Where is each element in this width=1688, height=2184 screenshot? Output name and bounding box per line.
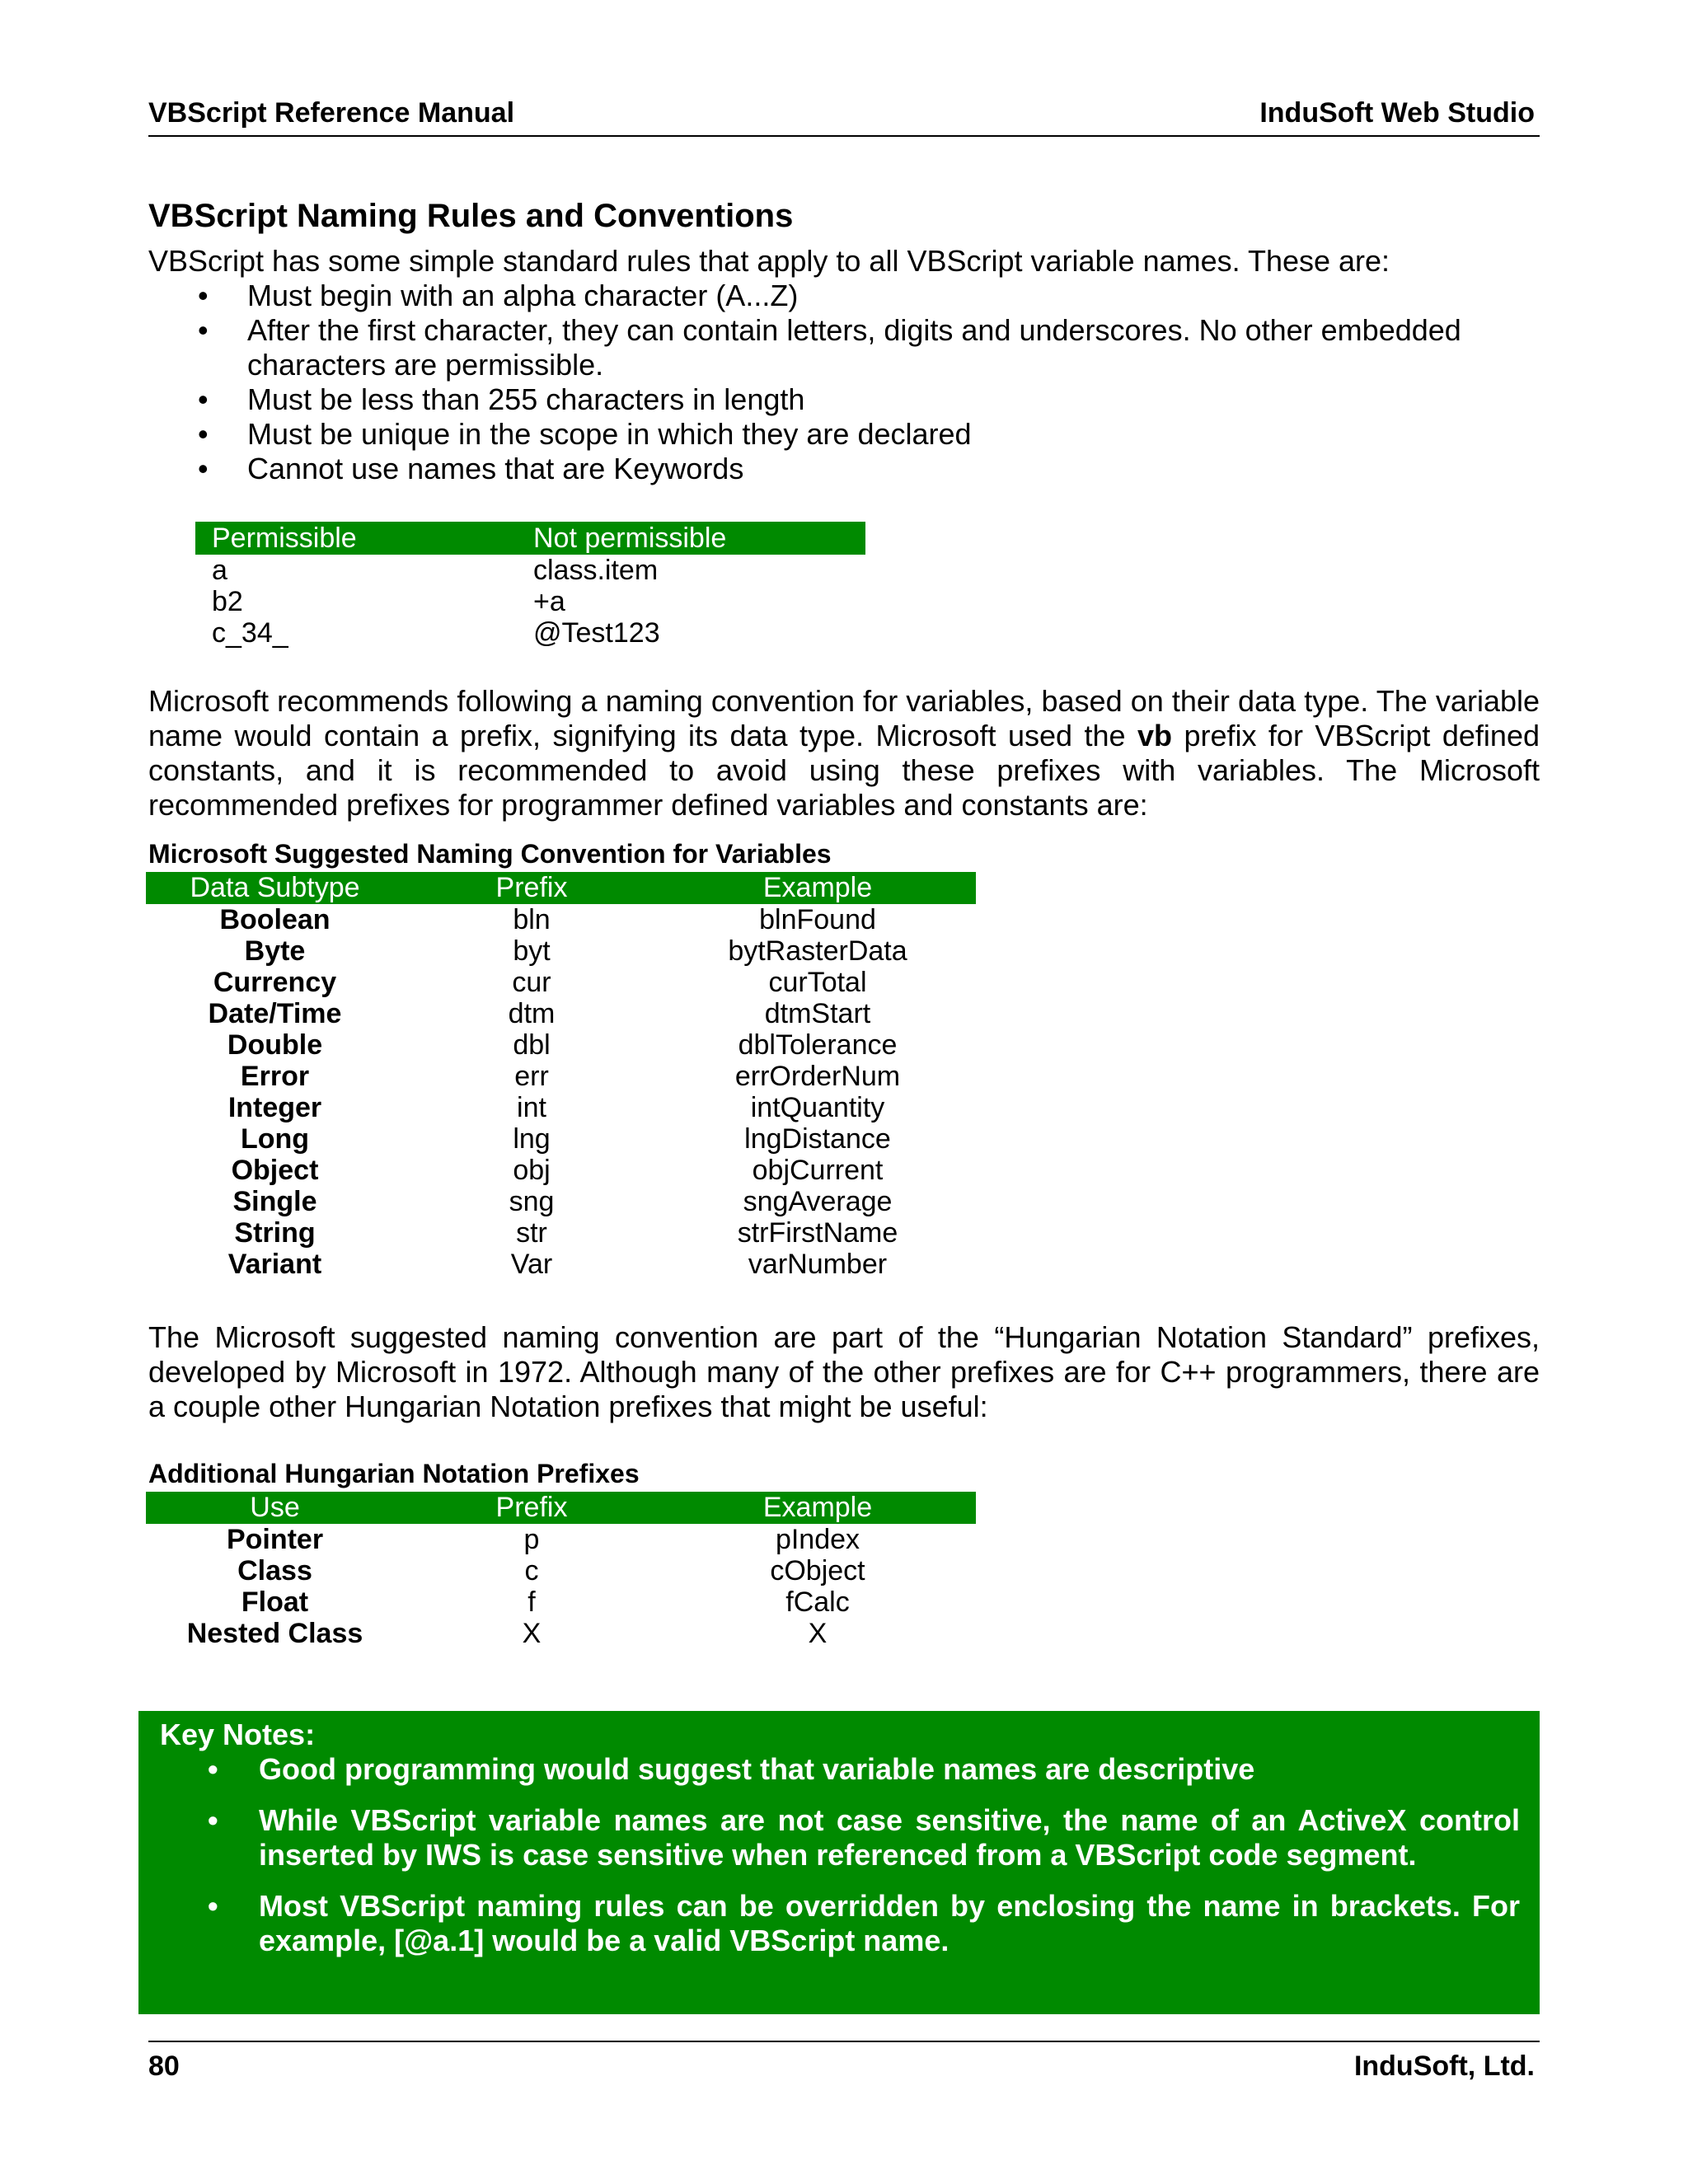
footer-company-name: InduSoft, Ltd. <box>1353 2050 1535 2082</box>
column-header: Not permissible <box>517 522 865 555</box>
table-row: Date/Time dtm dtmStart <box>208 998 871 1029</box>
table-row: Long lng lngDistance <box>240 1123 891 1155</box>
table-row: Boolean bln blnFound <box>219 904 876 935</box>
table-row: Double dbl dblTolerance <box>227 1029 898 1061</box>
table-row: String str strFirstName <box>234 1217 898 1249</box>
table-header-row <box>146 872 976 904</box>
list-item: • Must begin with an alpha character (A...Z) <box>198 279 799 312</box>
table-row: Nested Class X X <box>186 1618 828 1649</box>
naming-convention-paragraph: Microsoft recommends following a naming convention for variables, based on their data type. The variable name would contain a prefix, signifying its data type. Microsoft used the vb prefix for VBScript defined constants, and it is recommended to avoid using these prefixes with variables. The Microsoft recommended prefixes for programmer defined variables and constants are: <box>148 684 1540 822</box>
bullet-icon: • <box>198 382 209 416</box>
table-row: Single sng sngAverage <box>232 1186 893 1217</box>
table-header-row <box>195 522 865 555</box>
bullet-icon: • <box>208 1889 218 1923</box>
header-product-name: InduSoft Web Studio <box>1259 97 1535 129</box>
list-item: • Cannot use names that are Keywords <box>198 452 744 485</box>
bullet-icon: • <box>198 313 209 347</box>
header-manual-title: VBScript Reference Manual <box>148 97 515 129</box>
column-header: Prefix <box>404 872 659 904</box>
table-row: Object obj objCurrent <box>231 1155 884 1186</box>
key-notes-title: Key Notes: <box>160 1718 316 1751</box>
column-header: Example <box>659 872 976 904</box>
intro-paragraph: VBScript has some simple standard rules that apply to all VBScript variable names. These are: <box>148 244 1390 278</box>
table-row: Float f fCalc <box>241 1586 850 1618</box>
table-row: c_34_ @Test123 <box>212 617 660 649</box>
column-header: Prefix <box>404 1492 659 1524</box>
table-row: Currency cur curTotal <box>213 967 867 998</box>
bullet-icon: • <box>208 1803 218 1837</box>
column-header: Example <box>659 1492 976 1524</box>
key-notes-list <box>160 1752 1520 1975</box>
section-title: VBScript Naming Rules and Conventions <box>148 198 794 234</box>
hungarian-table-caption: Additional Hungarian Notation Prefixes <box>148 1459 640 1488</box>
table-header-row <box>146 1492 976 1524</box>
list-item: • Good programming would suggest that variable names are descriptive <box>208 1752 1255 1786</box>
naming-rules-list <box>148 279 1550 486</box>
column-header: Use <box>146 1492 404 1524</box>
variables-table-caption: Microsoft Suggested Naming Convention for Variables <box>148 839 832 869</box>
table-row: Integer int intQuantity <box>227 1092 885 1123</box>
page-footer <box>148 2041 1540 2082</box>
variables-prefix-table <box>146 872 976 1280</box>
bullet-icon: • <box>198 279 209 312</box>
table-row: Variant Var varNumber <box>227 1249 888 1280</box>
column-header: Permissible <box>195 522 517 555</box>
list-item: • Must be unique in the scope in which they are declared <box>198 417 972 451</box>
table-row: Class c cObject <box>237 1555 865 1586</box>
table-row: Error err errOrderNum <box>240 1061 901 1092</box>
hungarian-notation-paragraph: The Microsoft suggested naming convention are part of the “Hungarian Notation Standard” prefixes, developed by Microsoft in 1972. Although many of the other prefixes are for C++ programmers, there are a couple other Hungarian Notation prefixes that might be useful: <box>148 1320 1540 1423</box>
list-item: • After the first character, they can contain letters, digits and underscores. No other embedded characters are permissible. <box>198 313 1461 382</box>
permissible-names-table <box>195 522 865 649</box>
table-row: b2 +a <box>212 586 565 617</box>
hungarian-prefix-table <box>146 1492 976 1649</box>
bullet-icon: • <box>208 1752 218 1786</box>
bullet-icon: • <box>198 452 209 485</box>
page-header <box>148 97 1540 137</box>
table-row: Pointer p pIndex <box>226 1524 860 1555</box>
list-item: • Most VBScript naming rules can be overridden by enclosing the name in brackets. For example, [@a.1] would be a valid VBScript name. <box>208 1889 1520 1957</box>
column-header: Data Subtype <box>146 872 404 904</box>
page-number: 80 <box>148 2050 180 2082</box>
list-item: • While VBScript variable names are not case sensitive, the name of an ActiveX control inserted by IWS is case sensitive when referenced from a VBScript code segment. <box>208 1803 1520 1872</box>
table-row: a class.item <box>212 555 659 586</box>
key-notes-box <box>138 1711 1540 2014</box>
bullet-icon: • <box>198 417 209 451</box>
list-item: • Must be less than 255 characters in length <box>198 382 805 416</box>
table-row: Byte byt bytRasterData <box>244 935 907 967</box>
